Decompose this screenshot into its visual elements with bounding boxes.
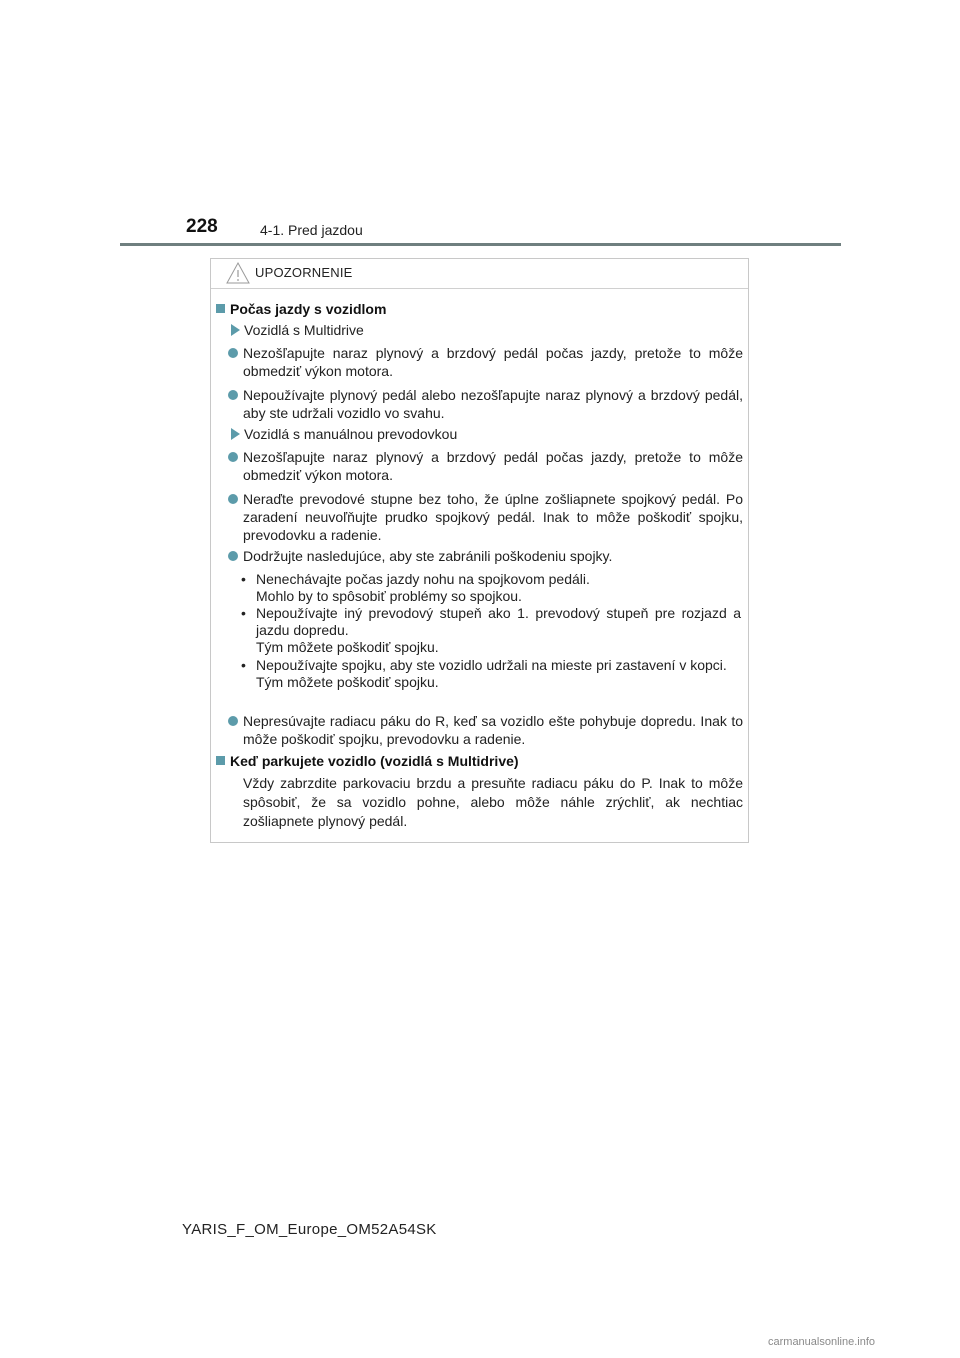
triangle-bullet-icon xyxy=(231,324,240,336)
list-item: Nepoužívajte plynový pedál alebo nezošľapujte naraz plynový a brzdový pedál, aby ste udržali vozidlo vo svahu. xyxy=(243,386,743,422)
round-bullet-icon xyxy=(228,390,238,400)
round-bullet-icon xyxy=(228,551,238,561)
subheading-manual: Vozidlá s manuálnou prevodovkou xyxy=(231,426,457,442)
square-bullet-icon xyxy=(216,756,225,765)
dash-item: • Nenechávajte počas jazdy nohu na spojkovom pedáli. Mohlo by to spôsobiť problémy so spojkou. xyxy=(241,571,590,604)
document-id: YARIS_F_OM_Europe_OM52A54SK xyxy=(182,1221,437,1238)
section-title: 4-1. Pred jazdou xyxy=(260,222,363,238)
round-bullet-icon xyxy=(228,348,238,358)
list-item: Nezošľapujte naraz plynový a brzdový pedál počas jazdy, pretože to môže obmedziť výkon motora. xyxy=(243,344,743,380)
parking-paragraph: Vždy zabrzdite parkovaciu brzdu a presuňte radiacu páku do P. Inak to môže spôsobiť, že sa vozidlo pohne, alebo môže náhle zrýchliť, ak nechtiac zošliapnete plynový pedál. xyxy=(243,775,743,829)
watermark: carmanualsonline.info xyxy=(768,1336,876,1348)
warning-title: UPOZORNENIE xyxy=(255,265,353,280)
section-heading-driving: Počas jazdy s vozidlom xyxy=(216,301,386,317)
dash-item: • Nepoužívajte iný prevodový stupeň ako 1. prevodový stupeň pre rozjazd a jazdu dopredu. Tým môžete poškodiť spojku. xyxy=(241,605,741,655)
round-bullet-icon xyxy=(228,494,238,504)
list-item: Nezošľapujte naraz plynový a brzdový pedál počas jazdy, pretože to môže obmedziť výkon motora. xyxy=(243,448,743,484)
round-bullet-icon xyxy=(228,716,238,726)
list-item: Neraďte prevodové stupne bez toho, že úplne zošliapnete spojkový pedál. Po zaradení neuvoľňujte prudko spojkový pedál. Inak to môže poškodiť spojku, prevodovku a radenie. xyxy=(243,490,743,544)
square-bullet-icon xyxy=(216,304,225,313)
triangle-bullet-icon xyxy=(231,428,240,440)
list-item: Dodržujte nasledujúce, aby ste zabránili poškodeniu spojky. xyxy=(243,547,743,565)
section-heading-parking: Keď parkujete vozidlo (vozidlá s Multidrive) xyxy=(216,753,519,769)
page-number: 228 xyxy=(186,216,218,237)
list-item: Nepresúvajte radiacu páku do R, keď sa vozidlo ešte pohybuje dopredu. Inak to môže poškodiť spojku, prevodovku a radenie. xyxy=(243,712,743,748)
warning-header xyxy=(211,259,748,289)
round-bullet-icon xyxy=(228,452,238,462)
header-divider xyxy=(120,243,841,246)
warning-triangle-icon xyxy=(225,261,251,285)
warning-box xyxy=(210,258,749,843)
subheading-multidrive: Vozidlá s Multidrive xyxy=(231,322,364,338)
dash-item: • Nepoužívajte spojku, aby ste vozidlo udržali na mieste pri zastavení v kopci. Tým môžete poškodiť spojku. xyxy=(241,657,727,690)
